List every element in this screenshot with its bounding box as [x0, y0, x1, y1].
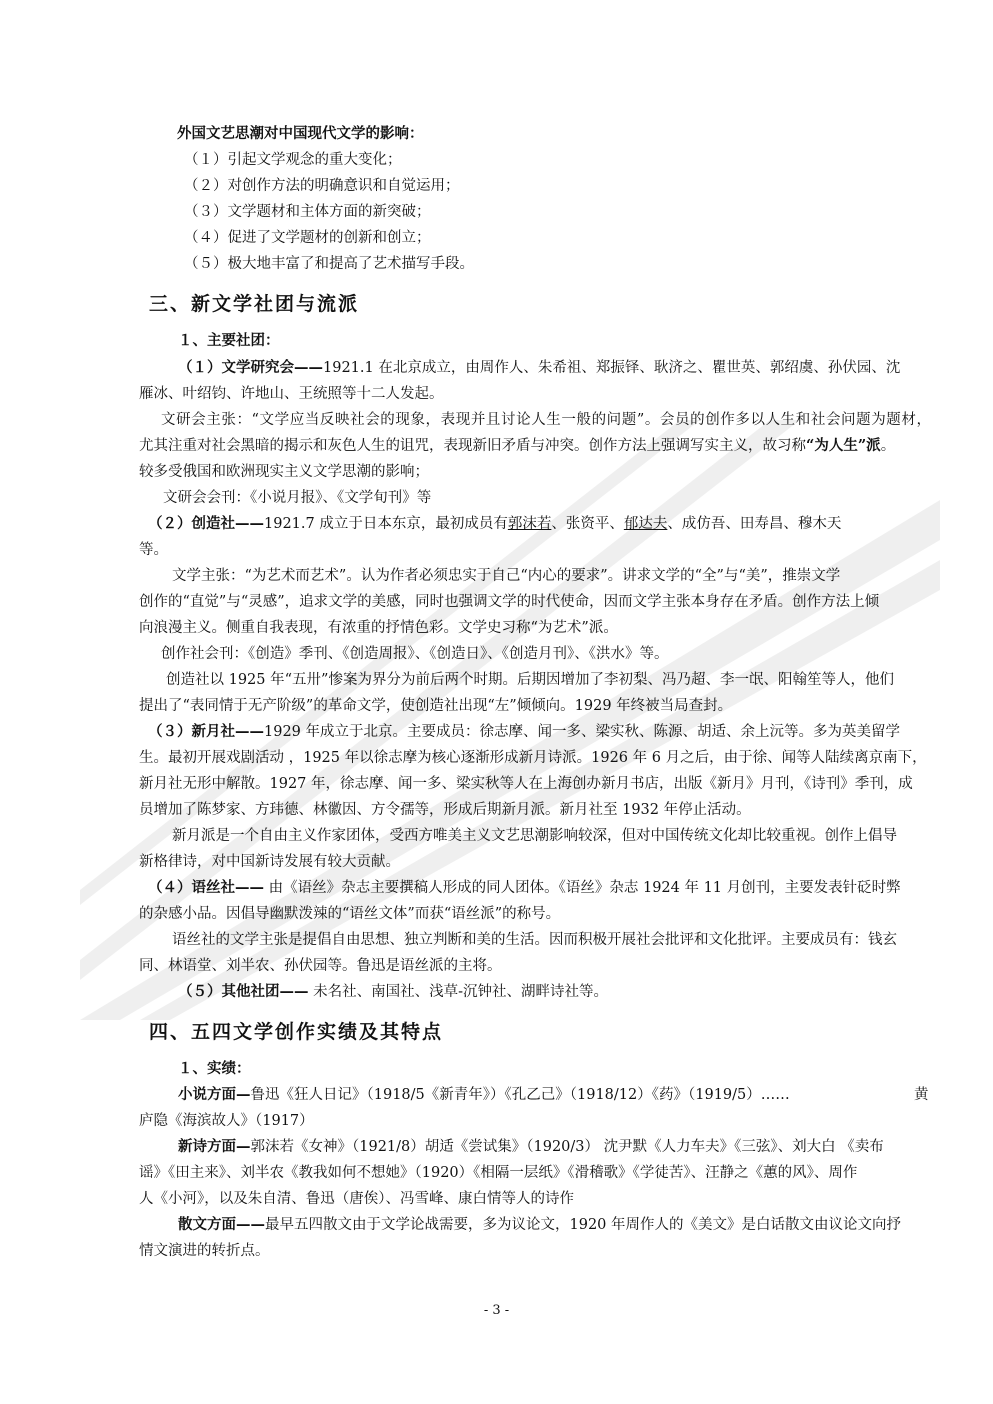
intro-item-2: （２）对创作方法的明确意识和自觉运用； [184, 178, 460, 194]
fiction-line-1-end: 黄 [914, 1087, 929, 1103]
fiction-heading: 小说方面— [178, 1087, 251, 1103]
intro-item-1: （１）引起文学观念的重大变化； [184, 152, 402, 168]
poetry-heading: 新诗方面— [178, 1139, 251, 1155]
wenyan-intro-line-2: 雁冰、叶绍钧、许地山、王统照等十二人发起。 [139, 386, 444, 402]
section-3-title: 三、新文学社团与流派 [149, 293, 360, 315]
section-3-subheading: １、主要社团： [178, 333, 280, 349]
intro-item-5: （５）极大地丰富了和提高了艺术描写手段。 [184, 256, 474, 272]
page-number: - 3 - [483, 1303, 510, 1318]
xinyue-intro-line-3: 新月社无形中解散。1927 年，徐志摩、闻一多、梁实秋等人在上海创办新月书店，出版《新月》月刊，《诗刊》季刊，成 [139, 776, 913, 792]
prose-heading: 散文方面—— [178, 1217, 265, 1233]
xinyue-heading: （３）新月社—— [148, 724, 264, 740]
yusi-claim-line-2: 同、林语堂、刘半农、孙伏园等。鲁迅是语丝派的主将。 [139, 958, 502, 974]
yusi-claim-line-1: 语丝社的文学主张是提倡自由思想、独立判断和美的生活。因而积极开展社会批评和文化批评。主要成员有：钱玄 [172, 932, 897, 948]
wenyan-heading: （１）文学研究会—— [178, 360, 323, 376]
section-4-subheading: １、实绩： [178, 1061, 251, 1077]
wenyan-claim-line-1: 文研会主张：“文学应当反映社会的现象，表现并且讨论人生一般的问题”。会员的创作多以人生和社会问题为题材， [161, 412, 931, 428]
prose-line-1: 散文方面——最早五四散文由于文学论战需要，多为议论文，1920 年周作人的《美文》是白话散文由议论文向抒 [178, 1217, 902, 1233]
wenyan-journal: 文研会会刊：《小说月报》、《文学旬刊》等 [163, 490, 432, 506]
wenyan-school-name: “为人生”派 [806, 437, 881, 454]
intro-heading: 外国文艺思潮对中国现代文学的影响： [177, 125, 424, 142]
wenyan-intro-line-1: （１）文学研究会——1921.1 在北京成立，由周作人、朱希祖、郑振铎、耿济之、瞿世英、郭绍虞、孙伏园、沈 [178, 360, 901, 376]
wenyan-claim-line-2: 尤其注重对社会黑暗的揭示和灰色人生的诅咒，表现新旧矛盾与冲突。创作方法上强调写实主义，故习称“为人生”派。 [139, 437, 896, 454]
chuangzao-heading: （２）创造社—— [148, 516, 264, 532]
chuangzao-claim-line-1: 文学主张：“为艺术而艺术”。认为作者必须忠实于自己“内心的要求”。讲求文学的“全”与“美”，推崇文学 [172, 568, 841, 584]
chuangzao-history-line-1: 创造社以 1925 年“五卅”惨案为界分为前后两个时期。后期因增加了李初梨、冯乃超、李一氓、阳翰笙等人，他们 [166, 672, 894, 688]
member-yu-dafu: 郁达夫 [623, 516, 668, 532]
others-heading: （５）其他社团—— [178, 984, 309, 1000]
others-line: （５）其他社团—— 未名社、南国社、浅草-沉钟社、湖畔诗社等。 [178, 984, 609, 1000]
chuangzao-journal: 创作社会刊：《创造》季刊、《创造周报》、《创造日》、《创造月刊》、《洪水》等。 [161, 646, 669, 662]
yusi-heading: （４）语丝社—— [148, 880, 264, 896]
poetry-line-3: 人《小河》，以及朱自清、鲁迅（唐俟）、冯雪峰、康白情等人的诗作 [139, 1191, 574, 1207]
chuangzao-claim-line-2: 创作的“直觉”与“灵感”，追求文学的美感，同时也强调文学的时代使命，因而文学主张本身存在矛盾。创作方法上倾 [139, 594, 880, 610]
chuangzao-intro-line-1: （２）创造社——1921.7 成立于日本东京，最初成员有郭沫若、张资平、郁达夫、成仿吾、田寿昌、穆木天 [148, 516, 842, 532]
section-4-title: 四、五四文学创作实绩及其特点 [149, 1021, 444, 1043]
member-guo-moruo: 郭沫若 [507, 516, 552, 532]
prose-line-2: 情文演进的转折点。 [139, 1243, 270, 1259]
xinyue-claim-line-1: 新月派是一个自由主义作家团体，受西方唯美主义文艺思潮影响较深，但对中国传统文化却比较重视。创作上倡导 [172, 828, 897, 844]
intro-item-4: （４）促进了文学题材的创新和创立； [184, 230, 431, 246]
poetry-line-1: 新诗方面—郭沫若《女神》（1921/8）胡适《尝试集》（1920/3） 沈尹默《人力车夫》《三弦》、刘大白 《卖布 [178, 1139, 884, 1155]
xinyue-intro-line-1: （３）新月社——1929 年成立于北京。主要成员：徐志摩、闻一多、梁实秋、陈源、胡适、余上沅等。多为英美留学 [148, 724, 901, 740]
chuangzao-history-line-2: 提出了“表同情于无产阶级”的革命文学，使创造社出现“左”倾倾向。1929 年终被当局查封。 [139, 698, 733, 714]
wenyan-claim-line-3: 较多受俄国和欧洲现实主义文学思潮的影响； [139, 464, 429, 480]
fiction-line-1: 小说方面—鲁迅《狂人日记》（1918/5《新青年》）《孔乙己》（1918/12）《药》（1919/5）…… [178, 1087, 790, 1103]
yusi-intro-line-1: （４）语丝社—— 由《语丝》杂志主要撰稿人形成的同人团体。《语丝》杂志 1924 年 11 月创刊，主要发表针砭时弊 [148, 880, 901, 896]
poetry-line-2: 谣》《田主来》、刘半农《教我如何不想她》（1920）《相隔一层纸》《滑稽歌》《学徒苦》、汪静之《蕙的风》、周作 [139, 1165, 858, 1181]
fiction-line-2: 庐隐《海滨故人》（1917） [139, 1113, 314, 1129]
intro-item-3: （３）文学题材和主体方面的新突破； [184, 204, 431, 220]
chuangzao-intro-line-2: 等。 [139, 542, 168, 558]
xinyue-claim-line-2: 新格律诗，对中国新诗发展有较大贡献。 [139, 854, 400, 870]
chuangzao-claim-line-3: 向浪漫主义。侧重自我表现，有浓重的抒情色彩。文学史习称“为艺术”派。 [139, 620, 618, 636]
xinyue-intro-line-2: 生。最初开展戏剧活动 ，1925 年以徐志摩为核心逐渐形成新月诗派。1926 年 6 月之后，由于徐、闻等人陆续离京南下， [139, 750, 927, 766]
xinyue-intro-line-4: 员增加了陈梦家、方玮德、林徽因、方令孺等，形成后期新月派。新月社至 1932 年停止活动。 [139, 802, 751, 818]
yusi-intro-line-2: 的杂感小品。因倡导幽默泼辣的“语丝文体”而获“语丝派”的称号。 [139, 906, 561, 922]
